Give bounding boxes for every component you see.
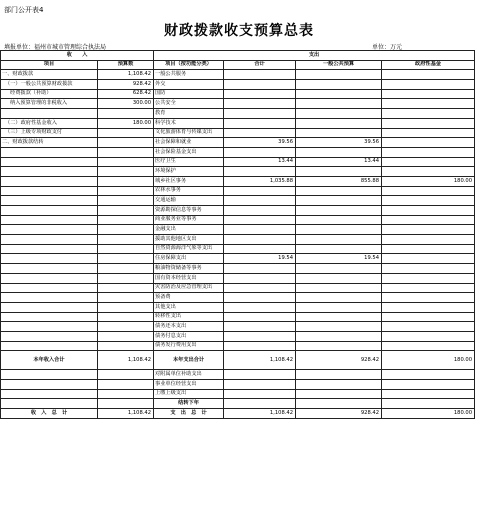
income-budget-cell [98, 264, 154, 274]
income-item-cell [1, 235, 98, 245]
expense-fund-cell [382, 331, 475, 341]
expense-fund-cell [382, 138, 475, 148]
table-row [1, 389, 475, 399]
income-budget-cell [98, 331, 154, 341]
income-budget-cell [98, 312, 154, 322]
income-group-header: 收 入 [1, 51, 154, 61]
table-row [1, 167, 475, 177]
budget-table-container [0, 50, 474, 419]
expense-general-cell [296, 322, 382, 332]
table-row [1, 293, 475, 303]
col-header-item: 项目 [1, 60, 98, 70]
expense-func-cell: 交通运输 [154, 196, 224, 206]
expense-general-cell [296, 147, 382, 157]
expense-func-cell: 住房保障支出 [154, 254, 224, 264]
income-item-cell [1, 322, 98, 332]
expense-func-cell: 环境保护 [154, 167, 224, 177]
expense-func-cell: 国有资本经营支出 [154, 273, 224, 283]
expense-general-cell [296, 341, 382, 351]
expense-general-cell [296, 264, 382, 274]
expense-fund-cell [382, 89, 475, 99]
expense-general-cell [296, 399, 382, 409]
expense-general-cell: 19.54 [296, 254, 382, 264]
income-item-cell [1, 370, 98, 380]
expense-general-cell [296, 215, 382, 225]
income-budget-cell: 180.00 [98, 118, 154, 128]
income-budget-cell [98, 389, 154, 399]
expense-func-cell: 教育 [154, 109, 224, 119]
expense-total-cell [224, 264, 296, 274]
expense-fund-cell [382, 264, 475, 274]
income-budget-cell [98, 225, 154, 235]
expense-fund-cell [382, 196, 475, 206]
expense-func-cell: 农林水事务 [154, 186, 224, 196]
expense-func-cell: 一般公共服务 [154, 70, 224, 80]
table-row [1, 254, 475, 264]
expense-func-cell: 灾害防治及应急管理支出 [154, 283, 224, 293]
expense-general-cell [296, 389, 382, 399]
table-row [1, 70, 475, 80]
reporting-unit: 填报单位：福州市城市管理综合执法局 [4, 44, 107, 51]
expense-func-cell: 社会保险基金支出 [154, 147, 224, 157]
expense-func-cell: 科学技术 [154, 118, 224, 128]
table-row [1, 283, 475, 293]
expense-total-cell [224, 167, 296, 177]
expense-total-cell [224, 99, 296, 109]
income-budget-cell [98, 293, 154, 303]
expense-general-cell [296, 370, 382, 380]
expense-func-cell: 医疗卫生 [154, 157, 224, 167]
expense-fund-cell: 180.00 [382, 176, 475, 186]
expense-total-general: 928.42 [296, 351, 382, 370]
expense-func-cell: 商业服务业等事务 [154, 215, 224, 225]
expense-total-cell [224, 399, 296, 409]
expense-func-cell: 文化旅游体育与传媒支出 [154, 128, 224, 138]
expense-total-cell [224, 244, 296, 254]
table-row [1, 89, 475, 99]
expense-total-cell [224, 89, 296, 99]
expense-fund-cell [382, 302, 475, 312]
income-item-cell: 一、财政拨款 [1, 70, 98, 80]
expense-general-cell [296, 273, 382, 283]
expense-total-cell [224, 128, 296, 138]
income-budget-cell [98, 157, 154, 167]
income-budget-cell [98, 138, 154, 148]
expense-fund-cell [382, 389, 475, 399]
expense-general-cell: 13.44 [296, 157, 382, 167]
income-item-cell: 纳入预算管理的非税收入 [1, 99, 98, 109]
expense-total-cell [224, 215, 296, 225]
expense-total-cell [224, 283, 296, 293]
expense-total-cell [224, 186, 296, 196]
expense-group-header: 支出 [154, 51, 475, 61]
expense-general-cell [296, 206, 382, 216]
income-item-cell [1, 399, 98, 409]
expense-general-cell: 39.56 [296, 138, 382, 148]
expense-fund-cell [382, 341, 475, 351]
income-item-cell [1, 341, 98, 351]
expense-general-cell [296, 167, 382, 177]
expense-func-cell: 转移性支出 [154, 312, 224, 322]
expense-func-cell: 社会保障和就业 [154, 138, 224, 148]
expense-total-cell [224, 389, 296, 399]
table-row [1, 215, 475, 225]
income-item-cell [1, 273, 98, 283]
income-budget-cell: 628.42 [98, 89, 154, 99]
income-item-cell [1, 380, 98, 390]
income-item-cell [1, 147, 98, 157]
expense-general-cell [296, 196, 382, 206]
table-row [1, 147, 475, 157]
expense-general-cell [296, 244, 382, 254]
expense-total-cell [224, 341, 296, 351]
expense-fund-cell [382, 186, 475, 196]
income-budget-cell [98, 380, 154, 390]
income-budget-cell [98, 283, 154, 293]
income-budget-cell [98, 273, 154, 283]
annual-total-row [1, 351, 475, 370]
expense-total-cell [224, 118, 296, 128]
income-item-cell [1, 302, 98, 312]
expense-total-fund: 180.00 [382, 351, 475, 370]
income-budget-cell [98, 128, 154, 138]
expense-func-cell: 债务还本支出 [154, 322, 224, 332]
expense-fund-cell [382, 322, 475, 332]
expense-func-cell: 城乡社区事务 [154, 176, 224, 186]
expense-general-cell [296, 128, 382, 138]
expense-total-cell: 39.56 [224, 138, 296, 148]
expense-fund-cell [382, 370, 475, 380]
expense-general-cell [296, 109, 382, 119]
income-budget-cell [98, 206, 154, 216]
expense-general-cell [296, 80, 382, 90]
expense-func-cell: 上缴上级支出 [154, 389, 224, 399]
income-budget-cell [98, 109, 154, 119]
income-item-cell: （二）政府性基金收入 [1, 118, 98, 128]
expense-total-cell [224, 225, 296, 235]
table-row [1, 380, 475, 390]
expense-fund-cell [382, 80, 475, 90]
expense-func-cell: 债务发行费用支出 [154, 341, 224, 351]
income-budget-cell [98, 235, 154, 245]
expense-fund-cell [382, 273, 475, 283]
table-row [1, 331, 475, 341]
income-item-cell [1, 215, 98, 225]
table-row [1, 225, 475, 235]
expense-fund-cell [382, 225, 475, 235]
grand-income-label: 收 入 总 计 [1, 409, 98, 419]
expense-total-cell [224, 302, 296, 312]
expense-fund-cell [382, 312, 475, 322]
table-row [1, 186, 475, 196]
currency-unit: 单位：万元 [372, 44, 403, 51]
table-row [1, 370, 475, 380]
expense-general-cell [296, 118, 382, 128]
income-budget-cell: 300.00 [98, 99, 154, 109]
expense-fund-cell [382, 118, 475, 128]
income-item-cell [1, 331, 98, 341]
table-row [1, 244, 475, 254]
group-header-row [1, 51, 475, 61]
table-row [1, 196, 475, 206]
expense-fund-cell [382, 380, 475, 390]
income-item-cell [1, 109, 98, 119]
dept-table-label: 部门公开表4 [4, 6, 44, 14]
income-item-cell [1, 254, 98, 264]
income-item-cell [1, 225, 98, 235]
income-budget-cell [98, 186, 154, 196]
col-header-total: 合计 [224, 60, 296, 70]
expense-general-cell [296, 186, 382, 196]
income-item-cell [1, 312, 98, 322]
expense-func-cell: 粮油物资储备等事务 [154, 264, 224, 274]
expense-general-cell [296, 283, 382, 293]
table-row [1, 157, 475, 167]
expense-func-cell: 援助其他地区支出 [154, 235, 224, 245]
grand-expense-fund: 180.00 [382, 409, 475, 419]
carry-over-label: 结转下年 [154, 399, 224, 409]
expense-general-cell [296, 99, 382, 109]
expense-fund-cell [382, 244, 475, 254]
page-title: 财政拨款收支预算总表 [164, 23, 314, 39]
expense-general-cell [296, 235, 382, 245]
expense-general-cell [296, 70, 382, 80]
expense-total-cell [224, 235, 296, 245]
expense-fund-cell [382, 293, 475, 303]
income-budget-cell [98, 370, 154, 380]
col-header-fund: 政府性基金 [382, 60, 475, 70]
expense-fund-cell [382, 399, 475, 409]
income-total-budget: 1,108.42 [98, 351, 154, 370]
income-budget-cell: 928.42 [98, 80, 154, 90]
income-budget-cell [98, 215, 154, 225]
col-header-budget: 预算数 [98, 60, 154, 70]
income-item-cell [1, 186, 98, 196]
income-item-cell [1, 283, 98, 293]
income-budget-cell [98, 341, 154, 351]
expense-func-cell: 事业单位经营支出 [154, 380, 224, 390]
expense-fund-cell [382, 283, 475, 293]
expense-func-cell: 外交 [154, 80, 224, 90]
expense-total-cell [224, 109, 296, 119]
expense-fund-cell [382, 109, 475, 119]
expense-fund-cell [382, 128, 475, 138]
income-budget-cell [98, 322, 154, 332]
expense-total-sum: 1,108.42 [224, 351, 296, 370]
expense-general-cell [296, 331, 382, 341]
expense-total-cell [224, 293, 296, 303]
expense-general-cell [296, 380, 382, 390]
expense-func-cell: 国防 [154, 89, 224, 99]
income-budget-cell [98, 196, 154, 206]
expense-total-cell [224, 70, 296, 80]
income-item-cell [1, 264, 98, 274]
expense-general-cell [296, 89, 382, 99]
expense-fund-cell [382, 215, 475, 225]
income-item-cell [1, 389, 98, 399]
expense-total-cell: 19.54 [224, 254, 296, 264]
expense-total-cell [224, 322, 296, 332]
expense-func-cell: 其他支出 [154, 302, 224, 312]
table-row [1, 341, 475, 351]
expense-func-cell: 资源勘探信息等事务 [154, 206, 224, 216]
table-row [1, 273, 475, 283]
expense-total-cell [224, 206, 296, 216]
expense-func-cell: 自然资源海洋气象等支出 [154, 244, 224, 254]
grand-expense-label: 支 出 总 计 [154, 409, 224, 419]
table-row [1, 118, 475, 128]
income-item-cell [1, 176, 98, 186]
income-budget-cell [98, 167, 154, 177]
expense-total-cell [224, 196, 296, 206]
expense-func-cell: 预备费 [154, 293, 224, 303]
table-row [1, 302, 475, 312]
table-row [1, 176, 475, 186]
income-budget-cell [98, 399, 154, 409]
expense-total-label: 本年支出合计 [154, 351, 224, 370]
expense-func-cell: 债务付息支出 [154, 331, 224, 341]
expense-fund-cell [382, 157, 475, 167]
income-item-cell [1, 196, 98, 206]
expense-fund-cell [382, 70, 475, 80]
grand-expense-total: 1,108.42 [224, 409, 296, 419]
expense-total-cell [224, 80, 296, 90]
table-row [1, 322, 475, 332]
income-item-cell: （一）一般公共预算财政拨款 [1, 80, 98, 90]
income-total-label: 本年收入合计 [1, 351, 98, 370]
grand-income-budget: 1,108.42 [98, 409, 154, 419]
income-budget-cell [98, 302, 154, 312]
income-item-cell [1, 244, 98, 254]
table-row [1, 264, 475, 274]
expense-total-cell [224, 380, 296, 390]
col-header-general: 一般公共预算 [296, 60, 382, 70]
table-row [1, 312, 475, 322]
carry-over-row [1, 399, 475, 409]
expense-fund-cell [382, 99, 475, 109]
expense-func-cell: 对附属单位补助支出 [154, 370, 224, 380]
expense-total-cell [224, 147, 296, 157]
income-budget-cell [98, 254, 154, 264]
table-row [1, 235, 475, 245]
grand-total-row [1, 409, 475, 419]
income-item-cell: （三）上级专项财政支付 [1, 128, 98, 138]
expense-general-cell [296, 225, 382, 235]
expense-fund-cell [382, 206, 475, 216]
table-row [1, 109, 475, 119]
income-budget-cell: 1,108.42 [98, 70, 154, 80]
expense-func-cell: 公共安全 [154, 99, 224, 109]
expense-fund-cell [382, 254, 475, 264]
expense-total-cell: 1,035.88 [224, 176, 296, 186]
expense-total-cell [224, 312, 296, 322]
income-budget-cell [98, 244, 154, 254]
expense-total-cell [224, 370, 296, 380]
expense-total-cell [224, 331, 296, 341]
table-row [1, 206, 475, 216]
expense-fund-cell [382, 167, 475, 177]
col-header-func: 项目（按功能分类） [154, 60, 224, 70]
expense-general-cell [296, 302, 382, 312]
budget-table [0, 50, 475, 419]
table-row [1, 99, 475, 109]
grand-expense-general: 928.42 [296, 409, 382, 419]
income-budget-cell [98, 147, 154, 157]
column-header-row [1, 60, 475, 70]
expense-general-cell: 855.88 [296, 176, 382, 186]
table-row [1, 80, 475, 90]
income-item-cell: 经费拨款（补助） [1, 89, 98, 99]
income-item-cell [1, 293, 98, 303]
expense-fund-cell [382, 235, 475, 245]
expense-fund-cell [382, 147, 475, 157]
income-item-cell: 二、财政拨款结转 [1, 138, 98, 148]
expense-total-cell: 13.44 [224, 157, 296, 167]
income-budget-cell [98, 176, 154, 186]
expense-general-cell [296, 293, 382, 303]
income-item-cell [1, 206, 98, 216]
table-row [1, 138, 475, 148]
expense-total-cell [224, 273, 296, 283]
expense-general-cell [296, 312, 382, 322]
income-item-cell [1, 167, 98, 177]
expense-func-cell: 金融支出 [154, 225, 224, 235]
table-row [1, 128, 475, 138]
income-item-cell [1, 157, 98, 167]
